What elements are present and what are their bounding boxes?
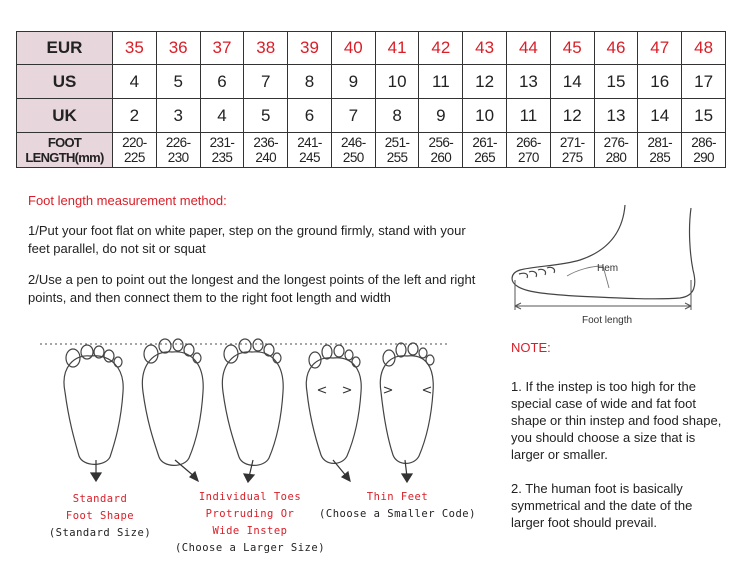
size-cell: 47 [638, 32, 682, 65]
size-cell: 15 [682, 99, 726, 133]
thin-foot-caption [310, 489, 485, 523]
size-cell: 8 [288, 65, 332, 99]
size-cell: 14 [638, 99, 682, 133]
size-cell: 5 [156, 65, 200, 99]
measurement-step-2: 2/Use a pen to point out the longest and the longest points of the left and right points, and then connect them to the right foot length and width [28, 272, 476, 305]
size-row-header: EUR [17, 32, 113, 65]
individual-line1: Individual Toes [198, 491, 302, 503]
size-cell: 11 [419, 65, 463, 99]
size-cell: 7 [331, 99, 375, 133]
foot-length-label: Foot length [582, 315, 633, 326]
size-cell: 12 [463, 65, 507, 99]
size-cell: 11 [507, 99, 551, 133]
size-cell: 48 [682, 32, 726, 65]
size-cell: 246-250 [331, 133, 375, 168]
size-row-us [17, 65, 726, 99]
size-cell: 14 [550, 65, 594, 99]
thin-hint: (Choose a Smaller Code) [319, 508, 476, 520]
size-cell: 266-270 [507, 133, 551, 168]
size-cell: 8 [375, 99, 419, 133]
size-cell: 6 [288, 99, 332, 133]
foot-shapes-drawing [35, 332, 455, 492]
size-cell: 236-240 [244, 133, 288, 168]
size-cell: 276-280 [594, 133, 638, 168]
size-cell: 41 [375, 32, 419, 65]
size-cell: 3 [156, 99, 200, 133]
size-cell: 35 [113, 32, 157, 65]
size-cell: 256-260 [419, 133, 463, 168]
measurement-step-1: 1/Put your foot flat on white paper, step on the ground firmly, stand with your feet parallel, do not sit or squat [28, 223, 466, 256]
size-row-len [17, 133, 726, 168]
size-cell: 12 [550, 99, 594, 133]
note-item-2: 2. The human foot is basically symmetrical and the date of the larger foot should prevail. [511, 481, 693, 530]
size-cell: 271-275 [550, 133, 594, 168]
individual-hint: (Choose a Larger Size) [174, 542, 326, 554]
size-cell: 44 [507, 32, 551, 65]
foot-shapes-illustration [35, 332, 455, 492]
standard-line1: Standard [72, 493, 128, 505]
hem-label: Hem [597, 263, 619, 274]
standard-line2: Foot Shape [65, 510, 135, 522]
size-cell: 13 [507, 65, 551, 99]
size-cell: 45 [550, 32, 594, 65]
size-cell: 46 [594, 32, 638, 65]
size-row-eur [17, 32, 726, 65]
size-cell: 6 [200, 65, 244, 99]
size-cell: 9 [331, 65, 375, 99]
individual-line2: Protruding Or [205, 508, 295, 520]
size-cell: 37 [200, 32, 244, 65]
size-cell: 231-235 [200, 133, 244, 168]
size-cell: 9 [419, 99, 463, 133]
size-cell: 281-285 [638, 133, 682, 168]
size-cell: 241-245 [288, 133, 332, 168]
size-cell: 286-290 [682, 133, 726, 168]
size-cell: 16 [638, 65, 682, 99]
size-cell: 220-225 [113, 133, 157, 168]
size-cell: 42 [419, 32, 463, 65]
size-cell: 2 [113, 99, 157, 133]
size-row-header: UK [17, 99, 113, 133]
size-cell: 10 [375, 65, 419, 99]
size-cell: 43 [463, 32, 507, 65]
size-cell: 10 [463, 99, 507, 133]
foot-length-illustration [505, 200, 705, 335]
size-cell: 36 [156, 32, 200, 65]
size-cell: 38 [244, 32, 288, 65]
size-cell: 7 [244, 65, 288, 99]
thin-line1: Thin Feet [366, 491, 429, 503]
size-cell: 226-230 [156, 133, 200, 168]
size-row-header: US [17, 65, 113, 99]
size-cell: 15 [594, 65, 638, 99]
standard-hint: (Standard Size) [48, 527, 152, 539]
size-cell: 4 [113, 65, 157, 99]
size-row-header: FOOT LENGTH(mm) [17, 133, 113, 168]
measurement-method-title: Foot length measurement method: [28, 193, 227, 208]
size-cell: 5 [244, 99, 288, 133]
size-cell: 4 [200, 99, 244, 133]
individual-line3: Wide Instep [212, 525, 288, 537]
size-cell: 251-255 [375, 133, 419, 168]
size-row-uk [17, 99, 726, 133]
size-cell: 261-265 [463, 133, 507, 168]
size-cell: 39 [288, 32, 332, 65]
note-title: NOTE: [511, 340, 551, 355]
standard-foot-caption [40, 491, 160, 542]
size-cell: 17 [682, 65, 726, 99]
note-item-1: 1. If the instep is too high for the special case of wide and fat foot shape or thin instep and food shape, you should choose a size that is larger or smaller. [511, 379, 722, 462]
size-cell: 40 [331, 32, 375, 65]
size-cell: 13 [594, 99, 638, 133]
size-chart-table [16, 31, 726, 168]
